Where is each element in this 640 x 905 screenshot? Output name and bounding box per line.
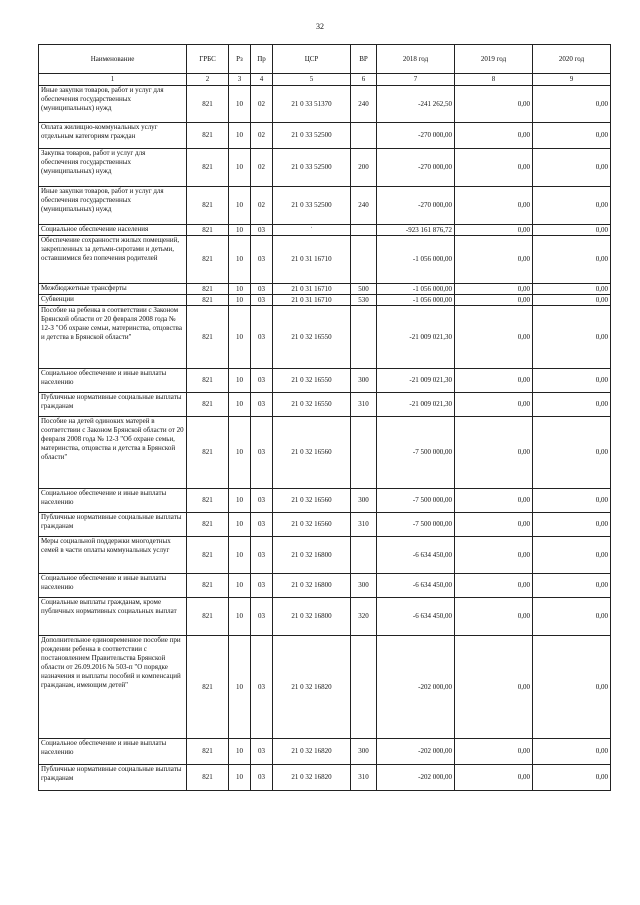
table-row <box>39 369 611 393</box>
row-name: Пособие на детей одиноких матерей в соответствии с Законом Брянской области от 20 февраля 2008 года № 12-З "Об охране семьи, материнства, отцовства и детства в Брянской области" <box>39 417 187 489</box>
row-csr: 21 0 32 16800 <box>273 537 351 574</box>
table-row <box>39 417 611 489</box>
row-pr: 03 <box>251 369 273 393</box>
table-row <box>39 306 611 369</box>
row-2019: 0,00 <box>455 393 533 417</box>
table-row <box>39 537 611 574</box>
row-2018: -7 500 000,00 <box>377 513 455 537</box>
table-row <box>39 187 611 225</box>
row-2019: 0,00 <box>455 295 533 306</box>
scan-tick-mark: ˈ <box>310 225 313 234</box>
row-2020: 0,00 <box>533 513 611 537</box>
row-pr: 03 <box>251 295 273 306</box>
row-2019: 0,00 <box>455 598 533 636</box>
row-vr <box>351 123 377 149</box>
row-name: Социальное обеспечение и иные выплаты населению <box>39 574 187 598</box>
column-number: 5 <box>273 74 351 86</box>
row-csr: 21 0 31 16710 <box>273 284 351 295</box>
row-pr: 03 <box>251 489 273 513</box>
row-rz: 10 <box>229 598 251 636</box>
row-csr: 21 0 32 16820 <box>273 765 351 791</box>
row-rz: 10 <box>229 369 251 393</box>
row-2018: -21 009 021,30 <box>377 369 455 393</box>
row-rz: 10 <box>229 295 251 306</box>
row-2020: 0,00 <box>533 765 611 791</box>
column-number: 9 <box>533 74 611 86</box>
table-row <box>39 236 611 284</box>
row-grbs: 821 <box>187 489 229 513</box>
row-vr: 240 <box>351 187 377 225</box>
row-rz: 10 <box>229 86 251 123</box>
row-vr: 310 <box>351 765 377 791</box>
row-2019: 0,00 <box>455 225 533 236</box>
page-number: 32 <box>316 22 324 31</box>
row-csr: 21 0 31 16710 <box>273 236 351 284</box>
row-name: Межбюджетные трансферты <box>39 284 187 295</box>
row-vr: 320 <box>351 598 377 636</box>
row-vr: 300 <box>351 574 377 598</box>
header-vr: ВР <box>351 45 377 74</box>
row-pr: 03 <box>251 598 273 636</box>
header-csr: ЦСР <box>273 45 351 74</box>
row-name: Социальное обеспечение и иные выплаты населению <box>39 739 187 765</box>
row-rz: 10 <box>229 513 251 537</box>
header-rz: Рз <box>229 45 251 74</box>
row-2019: 0,00 <box>455 636 533 739</box>
row-2019: 0,00 <box>455 513 533 537</box>
header-row <box>39 45 611 74</box>
row-grbs: 821 <box>187 86 229 123</box>
row-rz: 10 <box>229 123 251 149</box>
table-row <box>39 149 611 187</box>
row-2019: 0,00 <box>455 306 533 369</box>
row-pr: 03 <box>251 537 273 574</box>
row-rz: 10 <box>229 739 251 765</box>
row-2020: 0,00 <box>533 598 611 636</box>
row-vr: 240 <box>351 86 377 123</box>
row-2020: 0,00 <box>533 149 611 187</box>
row-2018: -202 000,00 <box>377 765 455 791</box>
row-pr: 03 <box>251 236 273 284</box>
row-2020: 0,00 <box>533 295 611 306</box>
row-csr: 21 0 33 52500 <box>273 187 351 225</box>
row-name: Обеспечение сохранности жилых помещений, закрепленных за детьми-сиротами и детьми, оставшимися без попечения родителей <box>39 236 187 284</box>
table-row <box>39 393 611 417</box>
row-2019: 0,00 <box>455 489 533 513</box>
row-2020: 0,00 <box>533 225 611 236</box>
row-grbs: 821 <box>187 225 229 236</box>
row-2018: -270 000,00 <box>377 187 455 225</box>
row-pr: 03 <box>251 306 273 369</box>
row-rz: 10 <box>229 236 251 284</box>
row-2018: -270 000,00 <box>377 123 455 149</box>
row-grbs: 821 <box>187 284 229 295</box>
column-number: 4 <box>251 74 273 86</box>
row-vr: 200 <box>351 149 377 187</box>
row-vr <box>351 537 377 574</box>
row-pr: 03 <box>251 284 273 295</box>
row-2020: 0,00 <box>533 236 611 284</box>
row-grbs: 821 <box>187 574 229 598</box>
row-2018: -1 056 000,00 <box>377 295 455 306</box>
row-vr <box>351 236 377 284</box>
row-grbs: 821 <box>187 393 229 417</box>
row-name: Иные закупки товаров, работ и услуг для обеспечения государственных (муниципальных) нужд <box>39 86 187 123</box>
row-2019: 0,00 <box>455 739 533 765</box>
row-rz: 10 <box>229 393 251 417</box>
row-2019: 0,00 <box>455 417 533 489</box>
row-2020: 0,00 <box>533 417 611 489</box>
row-pr: 03 <box>251 765 273 791</box>
row-csr: 21 0 32 16550 <box>273 306 351 369</box>
row-csr: 21 0 32 16820 <box>273 636 351 739</box>
row-2018: -7 500 000,00 <box>377 417 455 489</box>
row-grbs: 821 <box>187 295 229 306</box>
row-rz: 10 <box>229 187 251 225</box>
row-csr: 21 0 32 16560 <box>273 417 351 489</box>
row-vr: 500 <box>351 284 377 295</box>
row-pr: 03 <box>251 636 273 739</box>
row-csr: 21 0 32 16550 <box>273 369 351 393</box>
row-vr <box>351 306 377 369</box>
row-pr: 02 <box>251 123 273 149</box>
row-2018: -6 634 450,00 <box>377 598 455 636</box>
row-grbs: 821 <box>187 537 229 574</box>
row-pr: 03 <box>251 513 273 537</box>
row-csr: 21 0 32 16820 <box>273 739 351 765</box>
row-rz: 10 <box>229 306 251 369</box>
table-row <box>39 513 611 537</box>
row-2020: 0,00 <box>533 537 611 574</box>
row-vr: 300 <box>351 369 377 393</box>
row-2019: 0,00 <box>455 86 533 123</box>
row-2020: 0,00 <box>533 574 611 598</box>
row-csr: 21 0 32 16800 <box>273 598 351 636</box>
row-grbs: 821 <box>187 636 229 739</box>
row-2018: -21 009 021,30 <box>377 306 455 369</box>
table-row <box>39 636 611 739</box>
row-pr: 03 <box>251 574 273 598</box>
row-vr: 530 <box>351 295 377 306</box>
row-rz: 10 <box>229 537 251 574</box>
row-2019: 0,00 <box>455 284 533 295</box>
row-grbs: 821 <box>187 513 229 537</box>
row-name: Социальные выплаты гражданам, кроме публичных нормативных социальных выплат <box>39 598 187 636</box>
row-pr: 03 <box>251 417 273 489</box>
table-row <box>39 574 611 598</box>
row-2018: -6 634 450,00 <box>377 537 455 574</box>
row-2019: 0,00 <box>455 149 533 187</box>
row-2020: 0,00 <box>533 393 611 417</box>
row-2020: 0,00 <box>533 369 611 393</box>
table-row <box>39 123 611 149</box>
row-csr: 21 0 32 16560 <box>273 513 351 537</box>
row-vr: 310 <box>351 513 377 537</box>
row-vr: 300 <box>351 739 377 765</box>
column-number: 2 <box>187 74 229 86</box>
column-number: 6 <box>351 74 377 86</box>
column-number: 1 <box>39 74 187 86</box>
table-row <box>39 295 611 306</box>
row-name: Иные закупки товаров, работ и услуг для обеспечения государственных (муниципальных) нужд <box>39 187 187 225</box>
table-row <box>39 765 611 791</box>
row-2018: -1 056 000,00 <box>377 284 455 295</box>
row-2018: -202 000,00 <box>377 636 455 739</box>
row-name: Публичные нормативные социальные выплаты гражданам <box>39 765 187 791</box>
row-rz: 10 <box>229 284 251 295</box>
row-vr: 300 <box>351 489 377 513</box>
row-2018: -923 161 876,72 <box>377 225 455 236</box>
row-name: Дополнительное единовременное пособие при рождении ребенка в соответствии с постановлением Правительства Брянской области от 26.09.2016 № 503-п "О порядке назначения и выплаты пособий и компенсаций гражданам, имеющим детей" <box>39 636 187 739</box>
row-2020: 0,00 <box>533 306 611 369</box>
row-rz: 10 <box>229 417 251 489</box>
row-2019: 0,00 <box>455 123 533 149</box>
header-2020: 2020 год <box>533 45 611 74</box>
table-row <box>39 225 611 236</box>
row-rz: 10 <box>229 225 251 236</box>
header-pr: Пр <box>251 45 273 74</box>
row-pr: 02 <box>251 187 273 225</box>
table-row <box>39 489 611 513</box>
row-name: Меры социальной поддержки многодетных семей в части оплаты коммунальных услуг <box>39 537 187 574</box>
table-row <box>39 284 611 295</box>
row-2020: 0,00 <box>533 489 611 513</box>
row-2019: 0,00 <box>455 537 533 574</box>
row-rz: 10 <box>229 149 251 187</box>
row-pr: 02 <box>251 86 273 123</box>
row-vr: 310 <box>351 393 377 417</box>
row-2020: 0,00 <box>533 86 611 123</box>
row-name: Социальное обеспечение и иные выплаты населению <box>39 489 187 513</box>
row-name: Пособие на ребенка в соответствии с Законом Брянской области от 20 февраля 2008 года № 12-З "Об охране семьи, материнства, отцовства и детства в Брянской области" <box>39 306 187 369</box>
row-vr <box>351 636 377 739</box>
row-grbs: 821 <box>187 598 229 636</box>
row-csr <box>273 225 351 236</box>
row-2020: 0,00 <box>533 123 611 149</box>
header-grbs: ГРБС <box>187 45 229 74</box>
table-row <box>39 86 611 123</box>
row-grbs: 821 <box>187 369 229 393</box>
row-2020: 0,00 <box>533 739 611 765</box>
column-number: 8 <box>455 74 533 86</box>
row-name: Оплата жилищно-коммунальных услуг отдельным категориям граждан <box>39 123 187 149</box>
row-2018: -270 000,00 <box>377 149 455 187</box>
budget-table <box>38 44 611 791</box>
row-2019: 0,00 <box>455 574 533 598</box>
row-grbs: 821 <box>187 123 229 149</box>
row-grbs: 821 <box>187 187 229 225</box>
table-row <box>39 598 611 636</box>
row-vr <box>351 225 377 236</box>
table-row <box>39 739 611 765</box>
row-name: Социальное обеспечение и иные выплаты населению <box>39 369 187 393</box>
row-pr: 03 <box>251 393 273 417</box>
row-name: Закупка товаров, работ и услуг для обеспечения государственных (муниципальных) нужд <box>39 149 187 187</box>
row-2018: -202 000,00 <box>377 739 455 765</box>
column-number-row <box>39 74 611 86</box>
row-grbs: 821 <box>187 417 229 489</box>
row-pr: 03 <box>251 225 273 236</box>
row-2020: 0,00 <box>533 636 611 739</box>
row-2018: -241 262,50 <box>377 86 455 123</box>
row-2019: 0,00 <box>455 765 533 791</box>
row-csr: 21 0 33 51370 <box>273 86 351 123</box>
row-2018: -6 634 450,00 <box>377 574 455 598</box>
row-2019: 0,00 <box>455 187 533 225</box>
row-pr: 03 <box>251 739 273 765</box>
row-2019: 0,00 <box>455 369 533 393</box>
row-csr: 21 0 32 16560 <box>273 489 351 513</box>
header-2019: 2019 год <box>455 45 533 74</box>
row-rz: 10 <box>229 636 251 739</box>
row-csr: 21 0 32 16800 <box>273 574 351 598</box>
row-name: Социальное обеспечение населения <box>39 225 187 236</box>
row-2020: 0,00 <box>533 284 611 295</box>
column-number: 3 <box>229 74 251 86</box>
row-name: Субвенции <box>39 295 187 306</box>
row-2018: -21 009 021,30 <box>377 393 455 417</box>
row-rz: 10 <box>229 765 251 791</box>
row-pr: 02 <box>251 149 273 187</box>
row-2020: 0,00 <box>533 187 611 225</box>
row-rz: 10 <box>229 489 251 513</box>
row-csr: 21 0 32 16550 <box>273 393 351 417</box>
header-name: Наименование <box>39 45 187 74</box>
row-rz: 10 <box>229 574 251 598</box>
row-2019: 0,00 <box>455 236 533 284</box>
header-2018: 2018 год <box>377 45 455 74</box>
row-grbs: 821 <box>187 306 229 369</box>
row-grbs: 821 <box>187 739 229 765</box>
row-vr <box>351 417 377 489</box>
row-csr: 21 0 31 16710 <box>273 295 351 306</box>
row-2018: -7 500 000,00 <box>377 489 455 513</box>
row-grbs: 821 <box>187 236 229 284</box>
row-2018: -1 056 000,00 <box>377 236 455 284</box>
row-csr: 21 0 33 52500 <box>273 123 351 149</box>
row-name: Публичные нормативные социальные выплаты гражданам <box>39 513 187 537</box>
row-csr: 21 0 33 52500 <box>273 149 351 187</box>
row-grbs: 821 <box>187 765 229 791</box>
row-grbs: 821 <box>187 149 229 187</box>
row-name: Публичные нормативные социальные выплаты гражданам <box>39 393 187 417</box>
column-number: 7 <box>377 74 455 86</box>
